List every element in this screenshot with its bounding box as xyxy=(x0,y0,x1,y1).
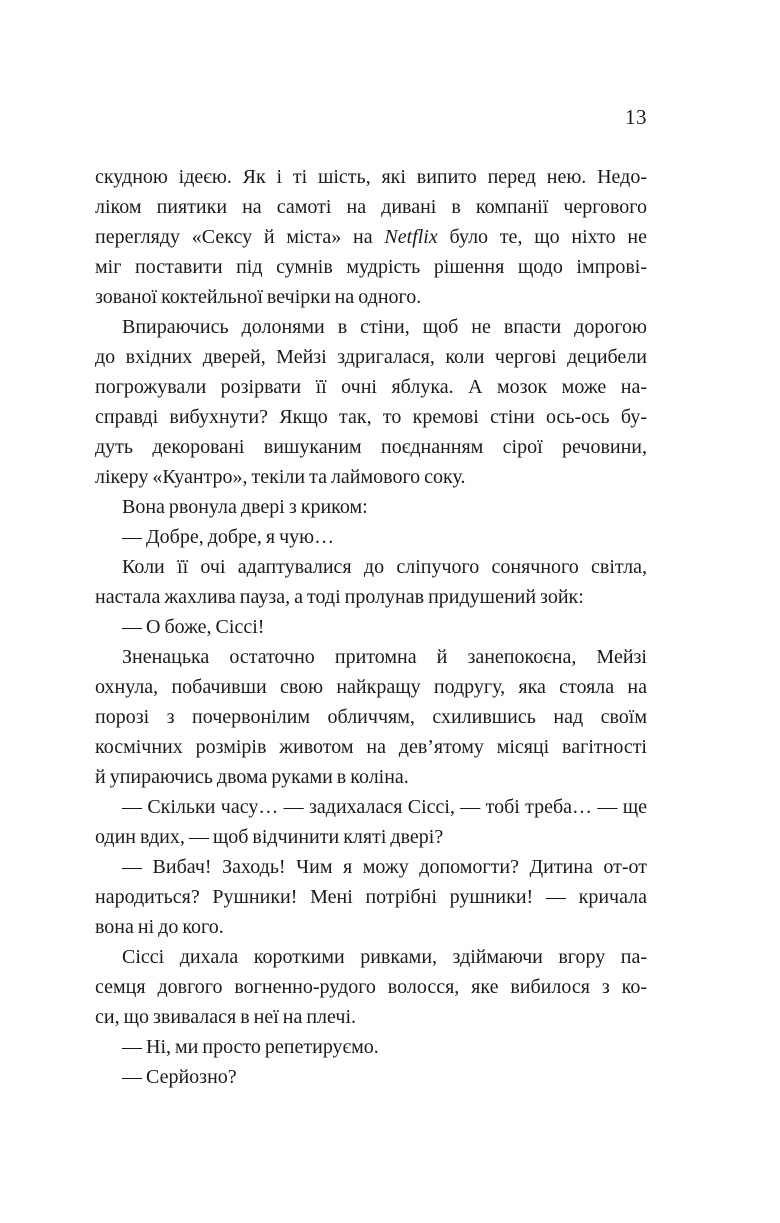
text-line: скудною ідеєю. Як і ті шість, які випито перед нею. Недо- xyxy=(95,166,647,188)
text-line: до вхідних дверей, Мейзі здригалася, коли чергові децибели xyxy=(95,346,647,368)
text-line: народиться? Рушники! Мені потрібні рушники! — кричала xyxy=(95,886,647,908)
text-line: один вдих, — щоб відчинити кляті двері? xyxy=(95,826,444,848)
text-line: охнула, побачивши свою найкращу подругу, яка стояла на xyxy=(95,676,647,698)
text-line: семця довгого вогненно-рудого волосся, яке вибилося з ко- xyxy=(95,976,647,998)
text-line: зованої коктейльної вечірки на одного. xyxy=(95,286,422,308)
page-number: 13 xyxy=(625,105,647,129)
text-line: космічних розмірів животом на дев’ятому місяці вагітності xyxy=(95,736,647,758)
text-line: — Скільки часу… — задихалася Сіссі, — тобі треба… — ще xyxy=(122,796,647,818)
text-line: настала жахлива пауза, а тоді пролунав придушений зойк: xyxy=(95,586,584,608)
text-line: лікеру «Куантро», текіли та лаймового соку. xyxy=(95,466,466,488)
text-line: — Серйозно? xyxy=(122,1066,237,1088)
text-line: справді вибухнути? Якщо так, то кремові стіни ось-ось бу- xyxy=(95,406,647,428)
text-line: ліком пиятики на самоті на дивані в компанії чергового xyxy=(95,196,647,218)
text-line: си, що звивалася в неї на плечі. xyxy=(95,1006,357,1028)
text-line: погрожували розірвати її очні яблука. А мозок може на- xyxy=(95,376,647,398)
text-line: Сіссі дихала короткими ривками, здіймаючи вгору па- xyxy=(122,946,647,968)
text-line: — Добре, добре, я чую… xyxy=(122,526,335,548)
text-line: — О боже, Сіссі! xyxy=(122,616,265,638)
text-line: дуть декоровані вишуканим поєднанням сірої речовини, xyxy=(95,436,647,458)
text-line: перегляду «Сексу й міста» на Netflix було те, що ніхто не xyxy=(95,226,647,248)
text-line: вона ні до кого. xyxy=(95,916,224,938)
text-line: — Вибач! Заходь! Чим я можу допомогти? Дитина от-от xyxy=(122,856,647,878)
text-line: Коли її очі адаптувалися до сліпучого сонячного світла, xyxy=(122,556,647,578)
text-line: й упираючись двома руками в коліна. xyxy=(95,766,409,788)
text-line: — Ні, ми просто репетируємо. xyxy=(122,1036,379,1058)
text-line: порозі з почервонілим обличчям, схилившись над своїм xyxy=(95,706,647,728)
text-line: Впираючись долонями в стіни, щоб не впасти дорогою xyxy=(122,316,647,338)
text-line: Зненацька остаточно притомна й занепокоєна, Мейзі xyxy=(122,646,647,668)
text-line: міг поставити під сумнів мудрість рішення щодо імпрові- xyxy=(95,256,647,278)
text-line: Вона рвонула двері з криком: xyxy=(122,496,368,518)
text-block xyxy=(95,162,647,1092)
